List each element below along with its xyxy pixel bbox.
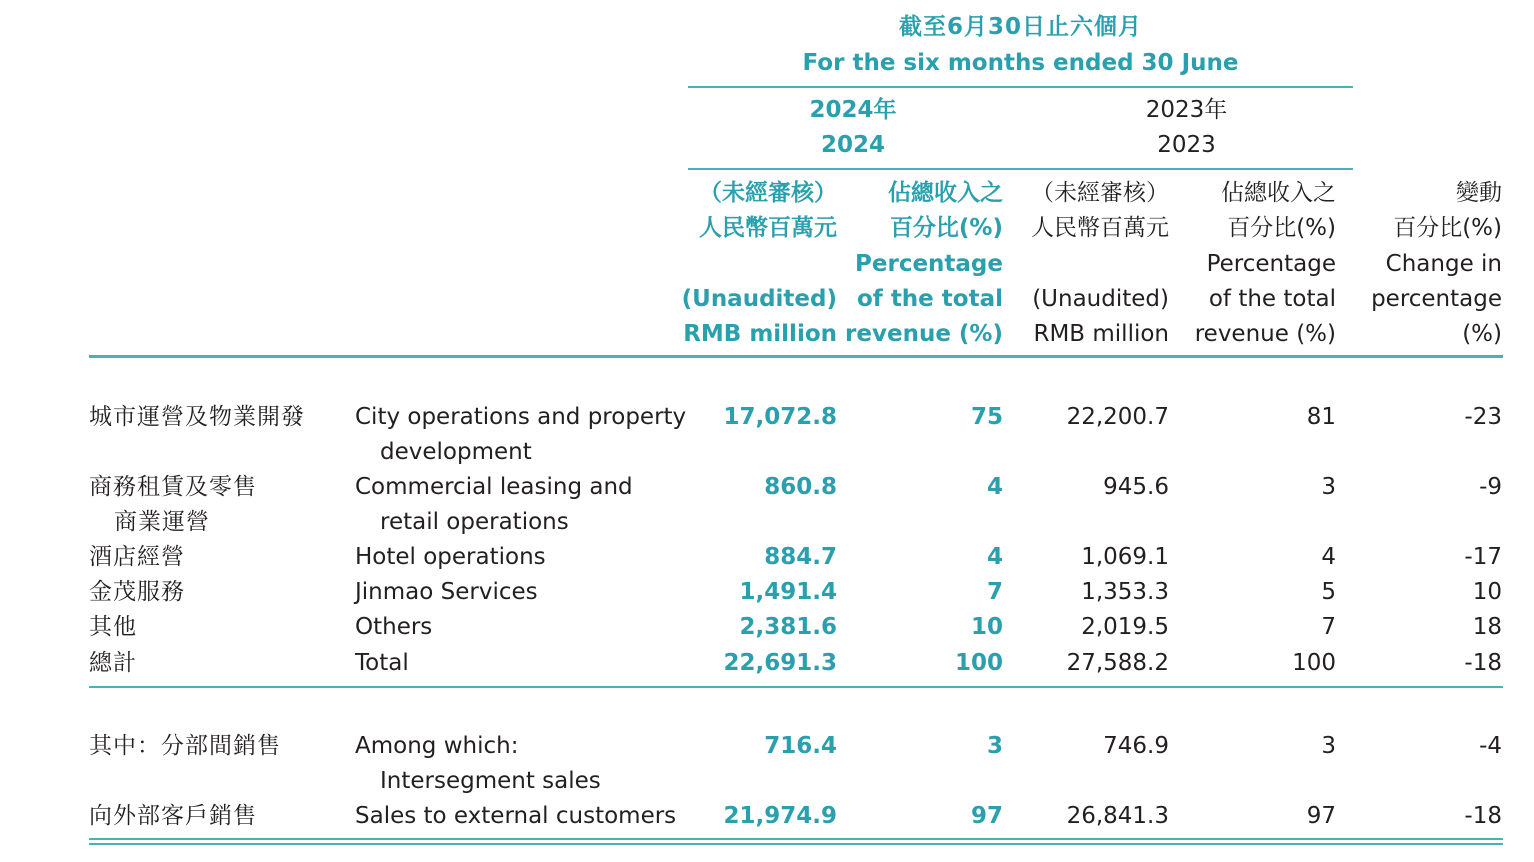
change-pct: -9 bbox=[1479, 474, 1502, 500]
row-label-zh: 酒店經營 bbox=[89, 544, 185, 570]
year-rule bbox=[688, 168, 1353, 170]
row-label-zh-cont: 商業運營 bbox=[114, 509, 210, 535]
pct-2024: 75 bbox=[970, 404, 1003, 430]
value-2024: 2,381.6 bbox=[739, 614, 837, 640]
intersegment-pct-2024: 3 bbox=[986, 733, 1003, 759]
external-change-pct: -18 bbox=[1464, 803, 1502, 829]
col3-zh2: 人民幣百萬元 bbox=[1031, 215, 1169, 241]
row-label-en: Jinmao Services bbox=[355, 579, 538, 605]
total-value-2024: 22,691.3 bbox=[723, 650, 837, 676]
external-label-zh: 向外部客戶銷售 bbox=[89, 803, 257, 829]
change-pct: -23 bbox=[1464, 404, 1502, 430]
period-en: For the six months ended 30 June bbox=[802, 50, 1239, 76]
total-change-pct: -18 bbox=[1464, 650, 1502, 676]
header-rule bbox=[688, 86, 1353, 88]
value-2024: 860.8 bbox=[764, 474, 837, 500]
col2-en2: of the total bbox=[857, 286, 1003, 312]
value-2023: 945.6 bbox=[1103, 474, 1169, 500]
row-label-zh: 金茂服務 bbox=[89, 579, 185, 605]
col2-en3: revenue (%) bbox=[845, 321, 1003, 347]
value-2023: 2,019.5 bbox=[1081, 614, 1169, 640]
row-label-en: Hotel operations bbox=[355, 544, 546, 570]
value-2023: 1,069.1 bbox=[1081, 544, 1169, 570]
bottom-rule-1 bbox=[89, 838, 1503, 840]
row-label-en-cont: development bbox=[380, 439, 532, 465]
pct-2024: 7 bbox=[986, 579, 1003, 605]
col3-zh1: （未經審核） bbox=[1031, 180, 1169, 206]
col2-zh2: 百分比(%) bbox=[889, 215, 1003, 241]
row-label-en-cont: retail operations bbox=[380, 509, 569, 535]
year-2024-zh: 2024年 bbox=[809, 97, 897, 123]
row-label-zh: 城市運營及物業開發 bbox=[89, 404, 305, 430]
intersegment-label-zh: 其中：分部間銷售 bbox=[89, 733, 281, 759]
value-2024: 1,491.4 bbox=[739, 579, 837, 605]
column-header-rule bbox=[89, 355, 1503, 358]
col1-en1: (Unaudited) bbox=[681, 286, 837, 312]
total-label-en: Total bbox=[355, 650, 409, 676]
total-pct-2024: 100 bbox=[954, 650, 1003, 676]
pct-2023: 4 bbox=[1321, 544, 1336, 570]
bottom-rule-2 bbox=[89, 843, 1503, 845]
total-rule bbox=[89, 686, 1503, 688]
period-zh: 截至6月30日止六個月 bbox=[898, 14, 1142, 40]
col5-zh2: 百分比(%) bbox=[1393, 215, 1502, 241]
col4-en3: revenue (%) bbox=[1194, 321, 1336, 347]
value-2023: 22,200.7 bbox=[1066, 404, 1169, 430]
value-2024: 17,072.8 bbox=[723, 404, 837, 430]
year-2023-zh: 2023年 bbox=[1145, 97, 1228, 123]
col5-en1: Change in bbox=[1385, 251, 1502, 277]
row-label-en: City operations and property bbox=[355, 404, 687, 430]
change-pct: 18 bbox=[1472, 614, 1502, 640]
external-value-2024: 21,974.9 bbox=[723, 803, 837, 829]
col5-zh1: 變動 bbox=[1456, 180, 1502, 206]
external-pct-2024: 97 bbox=[970, 803, 1003, 829]
pct-2023: 3 bbox=[1321, 474, 1336, 500]
row-label-zh: 商務租賃及零售 bbox=[89, 474, 257, 500]
col4-zh1: 佔總收入之 bbox=[1221, 180, 1336, 206]
col3-en2: RMB million bbox=[1033, 321, 1169, 347]
col4-en2: of the total bbox=[1208, 286, 1336, 312]
row-label-zh: 其他 bbox=[89, 614, 137, 640]
total-value-2023: 27,588.2 bbox=[1066, 650, 1169, 676]
intersegment-label-en: Among which: bbox=[355, 733, 519, 759]
row-label-en: Others bbox=[355, 614, 433, 640]
intersegment-value-2023: 746.9 bbox=[1103, 733, 1169, 759]
intersegment-change-pct: -4 bbox=[1479, 733, 1502, 759]
value-2023: 1,353.3 bbox=[1081, 579, 1169, 605]
col4-en1: Percentage bbox=[1206, 251, 1336, 277]
col5-en2: percentage bbox=[1371, 286, 1502, 312]
col1-zh2: 人民幣百萬元 bbox=[699, 215, 837, 241]
pct-2024: 10 bbox=[970, 614, 1003, 640]
total-pct-2023: 100 bbox=[1292, 650, 1336, 676]
year-2023-en: 2023 bbox=[1157, 132, 1216, 158]
row-label-en: Commercial leasing and bbox=[355, 474, 633, 500]
col2-zh1: 佔總收入之 bbox=[888, 180, 1003, 206]
pct-2023: 81 bbox=[1306, 404, 1336, 430]
col2-en1: Percentage bbox=[855, 251, 1003, 277]
col5-en3: (%) bbox=[1462, 321, 1502, 347]
change-pct: -17 bbox=[1464, 544, 1502, 570]
col1-zh1: （未經審核） bbox=[699, 180, 837, 206]
external-label-en: Sales to external customers bbox=[355, 803, 677, 829]
intersegment-label-en-cont: Intersegment sales bbox=[380, 768, 601, 794]
pct-2023: 5 bbox=[1321, 579, 1336, 605]
external-value-2023: 26,841.3 bbox=[1066, 803, 1169, 829]
total-label-zh: 總計 bbox=[89, 650, 137, 676]
col1-en2: RMB million bbox=[683, 321, 837, 347]
intersegment-pct-2023: 3 bbox=[1321, 733, 1336, 759]
value-2024: 884.7 bbox=[764, 544, 837, 570]
col4-zh2: 百分比(%) bbox=[1227, 215, 1336, 241]
pct-2024: 4 bbox=[986, 474, 1003, 500]
external-pct-2023: 97 bbox=[1306, 803, 1336, 829]
change-pct: 10 bbox=[1472, 579, 1502, 605]
year-2024-en: 2024 bbox=[820, 132, 885, 158]
pct-2023: 7 bbox=[1321, 614, 1336, 640]
intersegment-value-2024: 716.4 bbox=[764, 733, 837, 759]
pct-2024: 4 bbox=[986, 544, 1003, 570]
col3-en1: (Unaudited) bbox=[1032, 286, 1169, 312]
